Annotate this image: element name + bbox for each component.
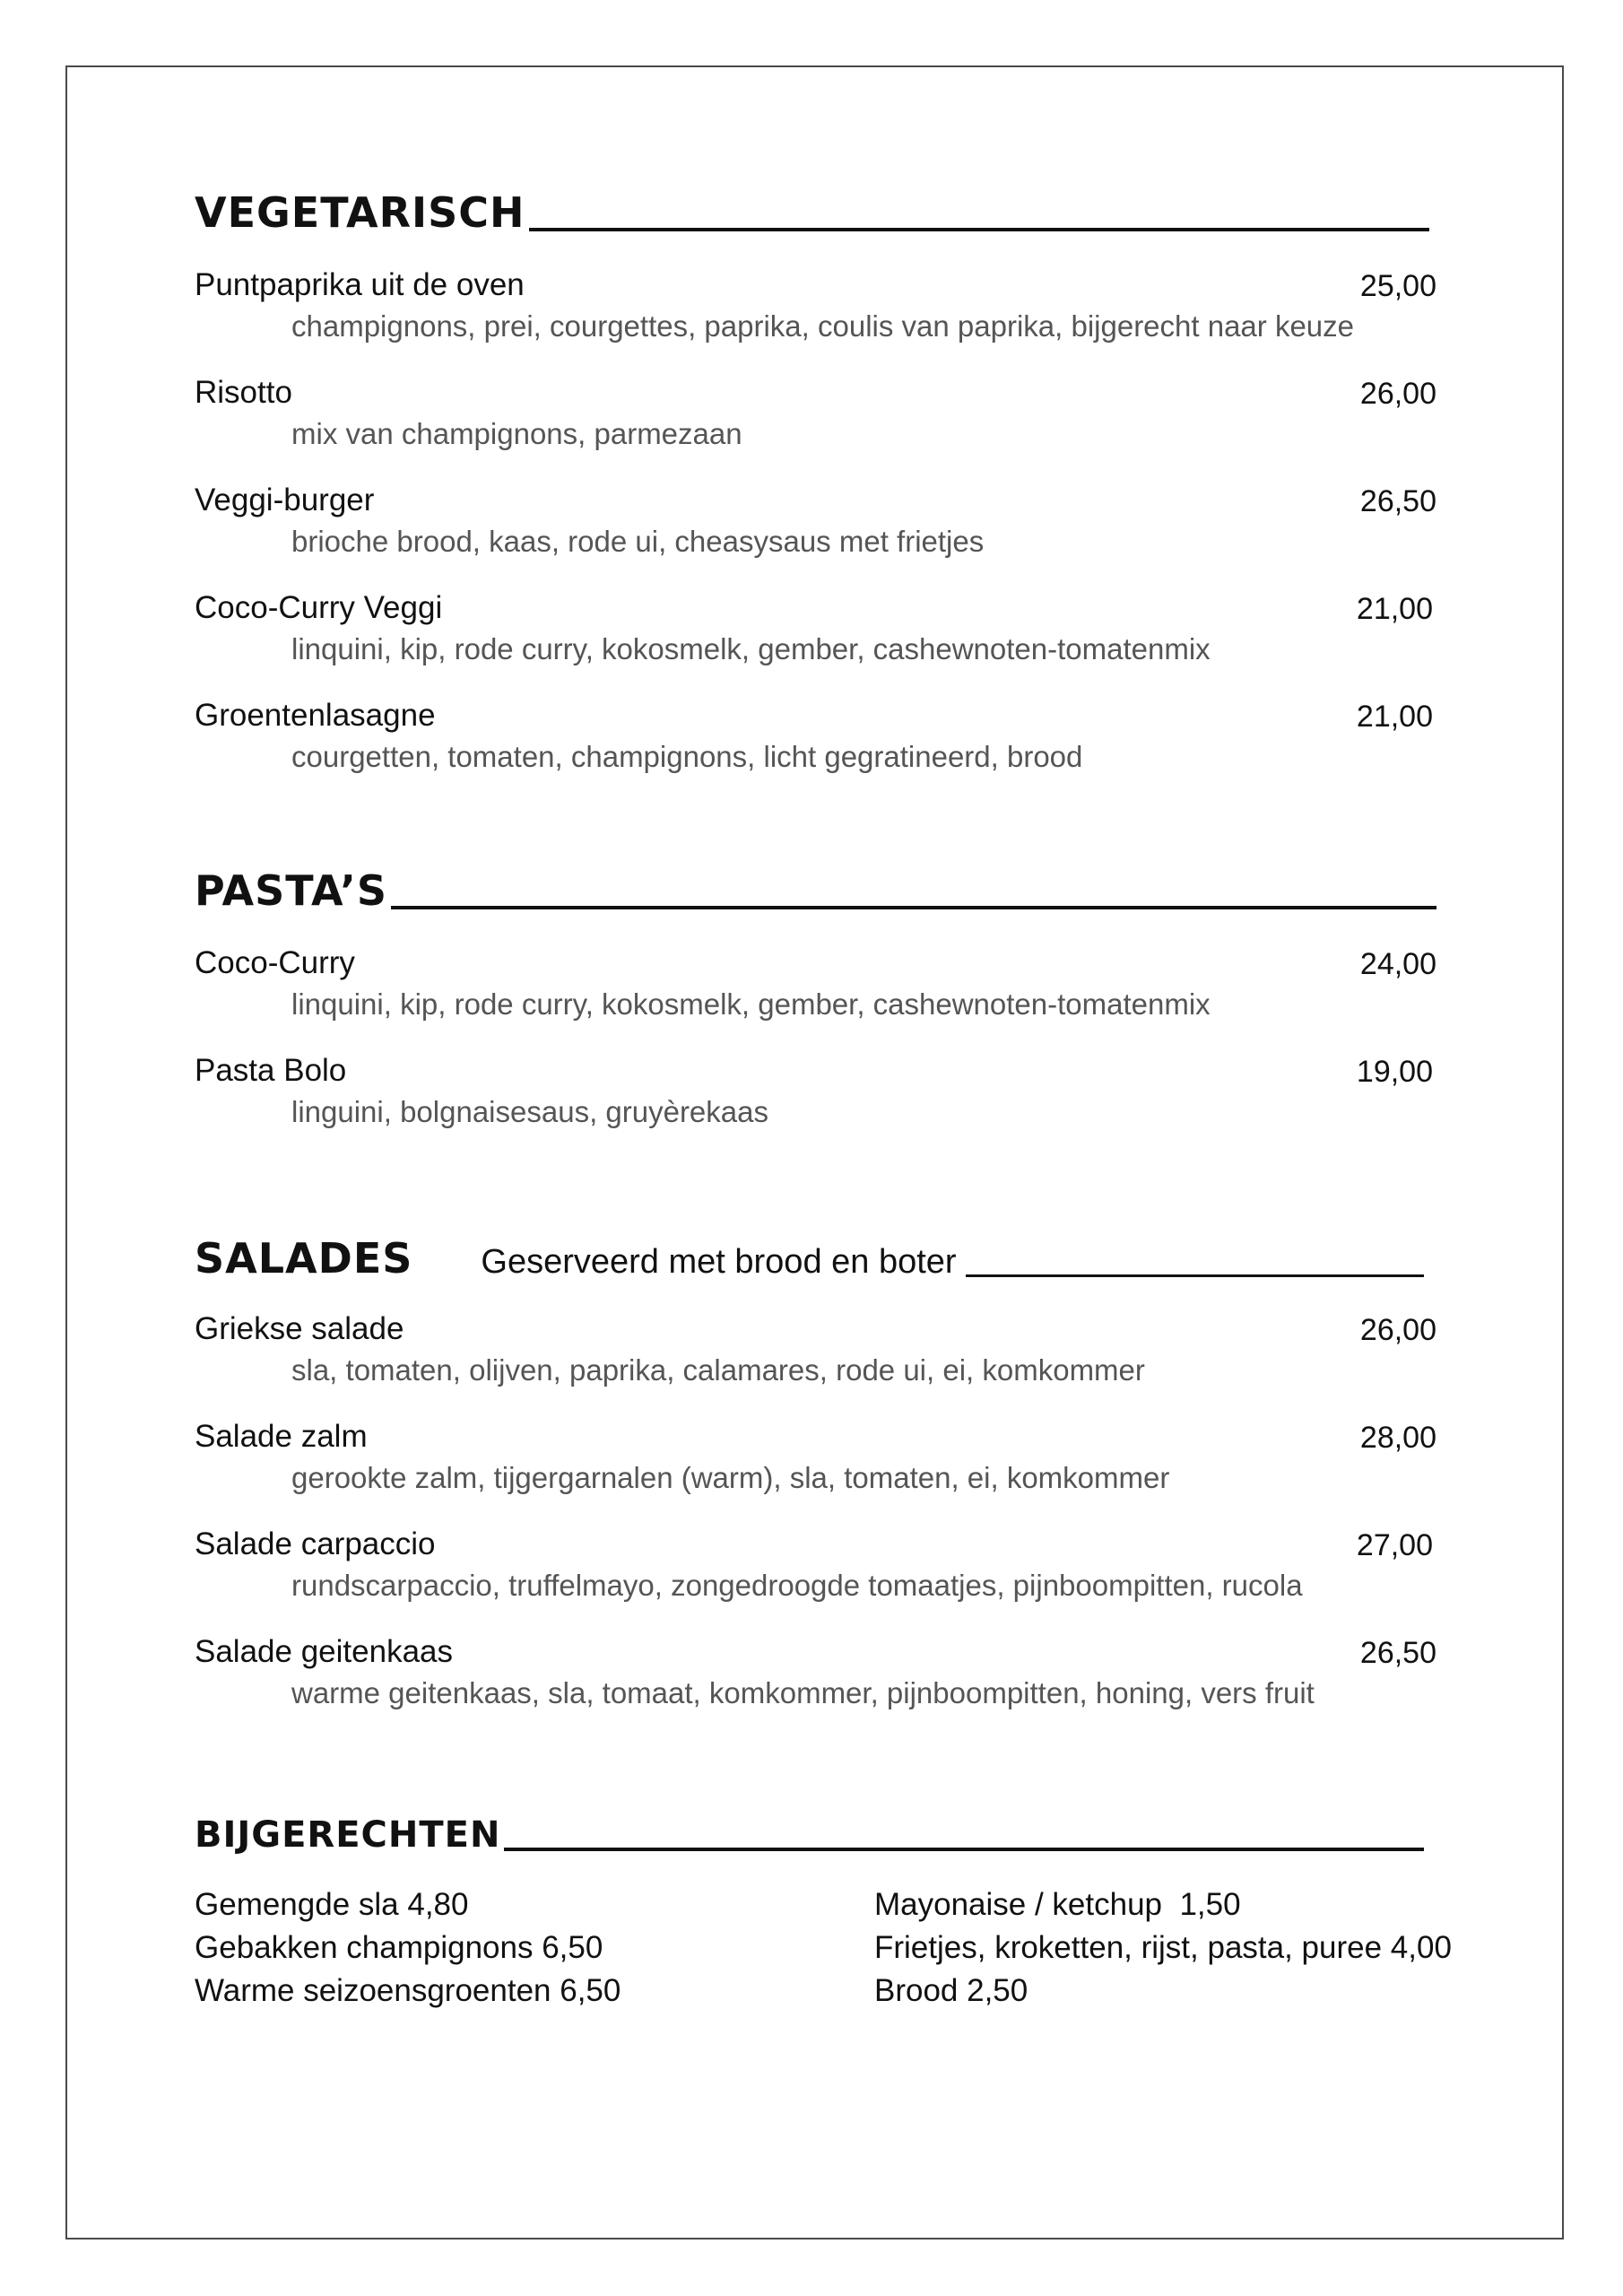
section-title: VEGETARISCH xyxy=(195,188,525,237)
section-subtitle: Geserveerd met brood en boter xyxy=(481,1243,957,1281)
item-name: Salade carpaccio xyxy=(195,1526,436,1561)
section-title: PASTA’S xyxy=(195,866,388,915)
side-dish: Frietjes, kroketten, rijst, pasta, puree 4,00 xyxy=(874,1930,1452,1965)
item-price: 25,00 xyxy=(1359,269,1436,303)
menu-item xyxy=(195,483,1436,581)
item-price: 28,00 xyxy=(1359,1421,1436,1455)
side-dish: Brood 2,50 xyxy=(874,1973,1028,2008)
section-rule xyxy=(504,1848,1424,1851)
section-title: BIJGERECHTEN xyxy=(195,1814,501,1856)
menu-item xyxy=(195,1053,1436,1152)
item-price: 26,00 xyxy=(1359,1313,1436,1347)
item-description: gerookte zalm, tijgergarnalen (warm), sla, tomaten, ei, komkommer xyxy=(291,1461,1170,1494)
menu-item xyxy=(195,698,1436,796)
section-header-vegetarisch xyxy=(195,188,1429,237)
section-header-salades xyxy=(195,1234,1424,1283)
section-header-pastas xyxy=(195,866,1436,915)
item-name: Salade zalm xyxy=(195,1419,368,1454)
item-name: Griekse salade xyxy=(195,1311,404,1346)
item-name: Coco-Curry xyxy=(195,945,355,980)
section-title: SALADES xyxy=(195,1234,413,1283)
side-dish: Gebakken champignons 6,50 xyxy=(195,1930,603,1965)
item-name: Risotto xyxy=(195,375,292,410)
item-price: 26,50 xyxy=(1359,484,1436,518)
menu-item xyxy=(195,1634,1436,1733)
menu-item xyxy=(195,375,1436,474)
section-rule xyxy=(391,906,1436,909)
item-price: 21,00 xyxy=(1356,592,1433,626)
item-description: warme geitenkaas, sla, tomaat, komkommer, pijnboompitten, honing, vers fruit xyxy=(291,1676,1315,1709)
side-dish: Gemengde sla 4,80 xyxy=(195,1887,469,1922)
item-description: champignons, prei, courgettes, paprika, coulis van paprika, bijgerecht naar keuze xyxy=(291,309,1355,343)
item-description: linquini, kip, rode curry, kokosmelk, gember, cashewnoten-tomatenmix xyxy=(291,987,1211,1021)
item-price: 27,00 xyxy=(1356,1528,1433,1562)
section-header-bijgerechten xyxy=(195,1814,1424,1856)
item-price: 19,00 xyxy=(1356,1055,1433,1089)
item-name: Pasta Bolo xyxy=(195,1053,347,1088)
item-description: linquini, kip, rode curry, kokosmelk, gember, cashewnoten-tomatenmix xyxy=(291,632,1211,665)
item-description: sla, tomaten, olijven, paprika, calamares, rode ui, ei, komkommer xyxy=(291,1353,1145,1387)
menu-item xyxy=(195,267,1436,366)
item-price: 21,00 xyxy=(1356,700,1433,734)
side-dishes-left-column xyxy=(195,1883,621,2013)
side-dishes-right-column xyxy=(874,1883,1452,2013)
section-rule xyxy=(529,228,1429,231)
section-rule xyxy=(966,1274,1424,1277)
item-description: courgetten, tomaten, champignons, licht gegratineerd, brood xyxy=(291,740,1083,773)
side-dish: Mayonaise / ketchup 1,50 xyxy=(874,1887,1241,1922)
item-description: brioche brood, kaas, rode ui, cheasysaus met frietjes xyxy=(291,525,985,558)
item-name: Groentenlasagne xyxy=(195,698,436,733)
item-price: 26,00 xyxy=(1359,377,1436,411)
side-dish: Warme seizoensgroenten 6,50 xyxy=(195,1973,621,2008)
menu-item xyxy=(195,1526,1436,1625)
item-price: 24,00 xyxy=(1359,947,1436,981)
item-description: linguini, bolgnaisesaus, gruyèrekaas xyxy=(291,1095,768,1128)
item-name: Salade geitenkaas xyxy=(195,1634,453,1669)
item-description: rundscarpaccio, truffelmayo, zongedroogde tomaatjes, pijnboompitten, rucola xyxy=(291,1569,1303,1602)
item-name: Coco-Curry Veggi xyxy=(195,590,443,625)
item-price: 26,50 xyxy=(1359,1636,1436,1670)
item-description: mix van champignons, parmezaan xyxy=(291,417,742,450)
item-name: Puntpaprika uit de oven xyxy=(195,267,525,302)
menu-item xyxy=(195,1419,1436,1518)
item-name: Veggi-burger xyxy=(195,483,375,517)
menu-item xyxy=(195,590,1436,689)
menu-item xyxy=(195,1311,1436,1410)
menu-item xyxy=(195,945,1436,1044)
